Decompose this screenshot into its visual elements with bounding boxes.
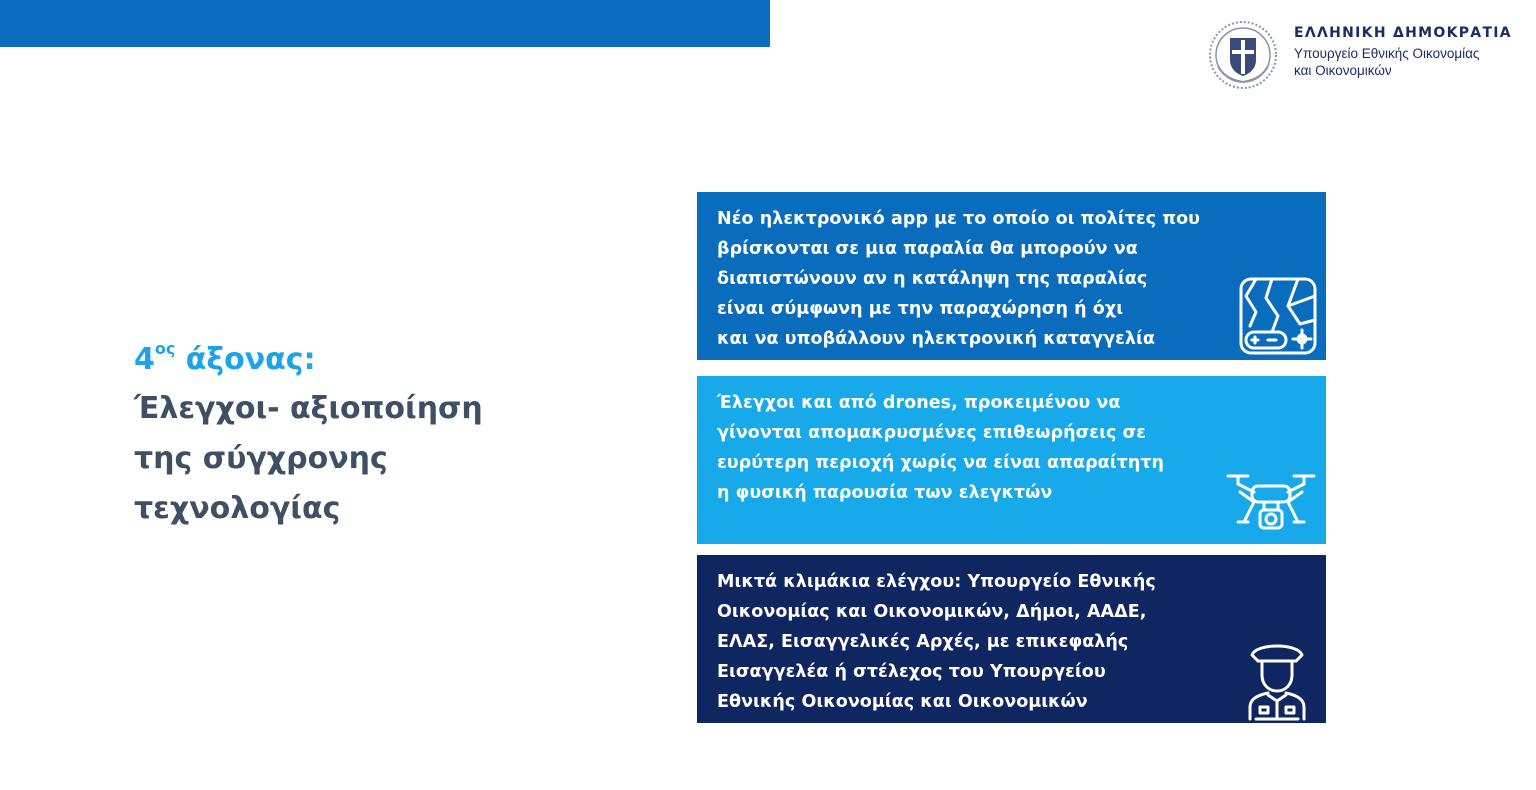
panel-mixed-teams <box>697 555 1326 723</box>
panel-line: Εισαγγελέα ή στέλεχος του Υπουργείου <box>717 662 1106 682</box>
axis-label: άξονας: <box>175 342 316 377</box>
panel-text <box>717 567 1237 717</box>
ministry-name <box>1294 45 1534 79</box>
brand-title: ΕΛΛΗΝΙΚΗ ΔΗΜΟΚΡΑΤΙΑ <box>1294 25 1512 41</box>
axis-title-line3: τεχνολογίας <box>134 491 341 526</box>
panel-line: Εθνικής Οικονομίας και Οικονομικών <box>717 692 1088 712</box>
panel-line: Νέο ηλεκτρονικό app με το οποίο οι πολίτες που <box>717 209 1201 229</box>
panel-line: ΕΛΑΣ, Εισαγγελικές Αρχές, με επικεφαλής <box>717 632 1129 652</box>
greek-coat-of-arms-icon <box>1208 20 1278 90</box>
panel-line: Μικτά κλιμάκια ελέγχου: Υπουργείο Εθνικής <box>717 572 1156 592</box>
panel-line: είναι σύμφωνη με την παραχώρηση ή όχι <box>717 299 1124 319</box>
panel-text <box>717 388 1237 508</box>
ministry-name-line2: και Οικονομικών <box>1294 63 1392 78</box>
panel-text <box>717 204 1237 354</box>
axis-number-suffix: ος <box>154 339 176 358</box>
panel-line: Οικονομίας και Οικονομικών, Δήμοι, ΑΑΔΕ, <box>717 602 1147 622</box>
axis-heading-block <box>134 338 654 534</box>
top-accent-bar <box>0 0 770 47</box>
panel-drones <box>697 376 1326 544</box>
axis-number-heading <box>134 338 654 382</box>
drone-icon <box>1224 470 1318 540</box>
ministry-name-line1: Υπουργείο Εθνικής Οικονομίας <box>1294 46 1480 61</box>
axis-title-line1: Έλεγχοι- αξιοποίηση <box>134 391 483 426</box>
panel-line: γίνονται απομακρυσμένες επιθεωρήσεις σε <box>717 423 1146 443</box>
panel-line: Έλεγχοι και από drones, προκειμένου να <box>717 393 1121 413</box>
panel-line: ευρύτερη περιοχή χωρίς να είναι απαραίτητη <box>717 453 1165 473</box>
panel-line: βρίσκονται σε μια παραλία θα μπορούν να <box>717 239 1138 259</box>
panel-line: διαπιστώνουν αν η κατάληψη της παραλίας <box>717 269 1148 289</box>
axis-title <box>134 384 654 534</box>
officer-icon <box>1242 639 1312 721</box>
beach-map-icon <box>1238 276 1318 356</box>
axis-title-line2: της σύγχρονης <box>134 441 388 476</box>
panel-line: η φυσική παρουσία των ελεγκτών <box>717 483 1053 503</box>
panel-line: και να υποβάλλουν ηλεκτρονική καταγγελία <box>717 329 1155 349</box>
panel-beach-app <box>697 192 1326 360</box>
axis-number: 4 <box>134 342 155 377</box>
